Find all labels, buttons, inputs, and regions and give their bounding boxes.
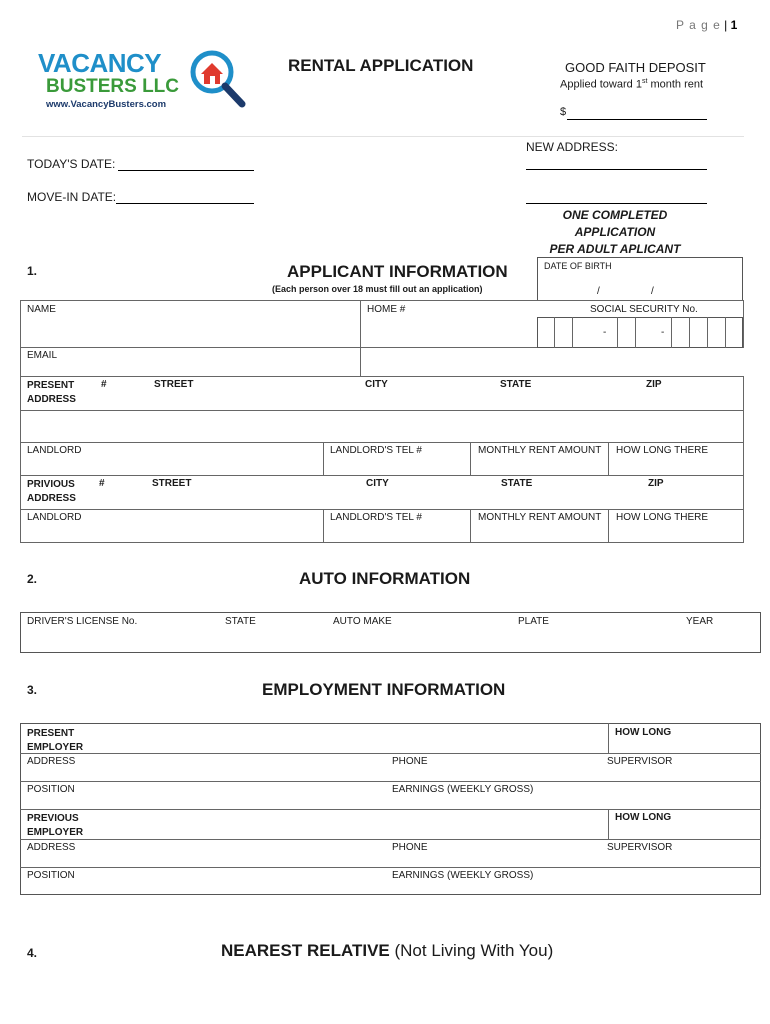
present-employer-address-label: ADDRESS: [27, 756, 76, 767]
present-address-field[interactable]: [24, 412, 740, 440]
ssn-label: SOCIAL SECURITY No.: [590, 304, 698, 315]
deposit-title: GOOD FAITH DEPOSIT: [565, 60, 706, 75]
ssn-dash-2: -: [661, 327, 665, 338]
previous-hash-label: #: [99, 478, 105, 489]
previous-landlord-label: LANDLORD: [27, 512, 82, 523]
previous-address-label: PRIVIOUS ADDRESS: [27, 479, 76, 504]
dob-label: DATE OF BIRTH: [544, 261, 612, 271]
grid-line: [470, 442, 471, 475]
grid-line: [20, 300, 743, 301]
previous-landlord-tel-label: LANDLORD'S TEL #: [330, 512, 422, 523]
ssn-divider: [689, 317, 690, 348]
present-employer-label: PRESENT EMPLOYER: [27, 728, 84, 753]
present-earnings-label: EARNINGS (WEEKLY GROSS): [392, 784, 534, 795]
grid-line: [20, 867, 761, 868]
present-how-long-label: HOW LONG THERE: [616, 445, 709, 456]
ssn-divider: [635, 317, 636, 348]
grid-line: [743, 376, 744, 543]
ssn-divider: [725, 317, 726, 348]
deposit-note: Applied toward 1st month rent: [560, 78, 704, 91]
previous-state-label: STATE: [501, 478, 533, 489]
ssn-digit-boxes[interactable]: [537, 317, 743, 348]
move-in-date-field[interactable]: [116, 203, 254, 204]
ssn-divider: [617, 317, 618, 348]
drivers-license-label: DRIVER'S LICENSE No.: [27, 616, 138, 627]
adult-applicant-notice: ONE COMPLETED APPLICATION PER ADULT APLICANT: [549, 208, 681, 256]
section-1-title: APPLICANT INFORMATION: [287, 262, 508, 281]
grid-line: [470, 509, 471, 543]
section-4-title: NEAREST RELATIVE (Not Living With You): [221, 941, 554, 960]
ssn-divider: [554, 317, 555, 348]
dob-field[interactable]: [540, 274, 740, 298]
present-landlord-label: LANDLORD: [27, 445, 82, 456]
grid-line: [20, 475, 743, 476]
todays-date-field[interactable]: [118, 170, 254, 171]
home-phone-field[interactable]: [364, 316, 532, 344]
auto-make-label: AUTO MAKE: [333, 616, 392, 627]
grid-line: [608, 809, 609, 839]
grid-line: [20, 781, 761, 782]
deposit-amount-field[interactable]: [567, 119, 707, 120]
grid-line: [743, 300, 744, 348]
header-divider: [22, 136, 744, 137]
dollar-sign: $: [560, 106, 567, 118]
dob-separator-1: /: [597, 286, 600, 297]
present-state-label: STATE: [500, 379, 532, 390]
name-label: NAME: [27, 304, 56, 315]
section-4-number: 4.: [27, 946, 38, 960]
new-address-label: NEW ADDRESS:: [526, 140, 619, 154]
grid-line: [20, 753, 761, 754]
present-city-label: CITY: [365, 379, 388, 390]
email-label: EMAIL: [27, 350, 58, 361]
company-logo: VACANCY BUSTERS LLC www.VacancyBusters.com: [38, 48, 253, 120]
present-position-label: POSITION: [27, 784, 75, 795]
present-landlord-tel-label: LANDLORD'S TEL #: [330, 445, 422, 456]
grid-line: [20, 300, 21, 543]
grid-line: [20, 410, 743, 411]
grid-line: [20, 376, 743, 377]
section-2-title: AUTO INFORMATION: [299, 569, 471, 588]
year-label: YEAR: [686, 616, 714, 627]
plate-label: PLATE: [518, 616, 549, 627]
grid-line: [20, 839, 761, 840]
section-1-number: 1.: [27, 264, 38, 278]
present-address-label: PRESENT ADDRESS: [27, 380, 76, 405]
grid-line: [20, 347, 537, 348]
grid-line: [20, 542, 743, 543]
grid-line: [20, 509, 743, 510]
magnifier-house-icon: [186, 46, 250, 110]
present-supervisor-label: SUPERVISOR: [607, 756, 673, 767]
grid-line: [323, 442, 324, 475]
home-phone-label: HOME #: [367, 304, 406, 315]
previous-position-label: POSITION: [27, 870, 75, 881]
todays-date-label: TODAY'S DATE:: [27, 157, 116, 171]
ssn-divider: [707, 317, 708, 348]
previous-supervisor-label: SUPERVISOR: [607, 842, 673, 853]
previous-employer-label: PREVIOUS EMPLOYER: [27, 813, 84, 838]
present-zip-label: ZIP: [646, 379, 662, 390]
previous-street-label: STREET: [152, 478, 192, 489]
grid-line: [608, 442, 609, 475]
section-3-title: EMPLOYMENT INFORMATION: [262, 680, 506, 699]
new-address-field-1[interactable]: [526, 169, 707, 170]
previous-employer-address-label: ADDRESS: [27, 842, 76, 853]
previous-city-label: CITY: [366, 478, 389, 489]
move-in-date-label: MOVE-IN DATE:: [27, 190, 117, 204]
grid-line: [608, 509, 609, 543]
grid-line: [323, 509, 324, 543]
email-field[interactable]: [24, 360, 724, 374]
grid-line: [608, 723, 609, 753]
present-how-long-label: HOW LONG: [615, 727, 672, 738]
new-address-field-2[interactable]: [526, 203, 707, 204]
previous-zip-label: ZIP: [648, 478, 664, 489]
present-hash-label: #: [101, 379, 107, 390]
previous-how-long-label: HOW LONG: [615, 812, 672, 823]
section-1-subtitle: (Each person over 18 must fill out an application): [272, 284, 483, 294]
grid-line: [20, 809, 761, 810]
present-employer-phone-label: PHONE: [392, 756, 428, 767]
auto-state-label: STATE: [225, 616, 256, 627]
page-number: P a g e | 1: [676, 18, 738, 32]
previous-how-long-label: HOW LONG THERE: [616, 512, 709, 523]
section-3-number: 3.: [27, 683, 38, 697]
previous-monthly-rent-label: MONTHLY RENT AMOUNT: [478, 512, 602, 523]
grid-line: [20, 442, 743, 443]
page-title: RENTAL APPLICATION: [288, 56, 474, 75]
dob-separator-2: /: [651, 286, 654, 297]
ssn-divider: [671, 317, 672, 348]
ssn-dash-1: -: [603, 327, 607, 338]
section-2-number: 2.: [27, 572, 38, 586]
previous-employer-phone-label: PHONE: [392, 842, 428, 853]
present-street-label: STREET: [154, 379, 194, 390]
previous-earnings-label: EARNINGS (WEEKLY GROSS): [392, 870, 534, 881]
name-field[interactable]: [24, 316, 356, 344]
present-monthly-rent-label: MONTHLY RENT AMOUNT: [478, 445, 602, 456]
ssn-divider: [572, 317, 573, 348]
